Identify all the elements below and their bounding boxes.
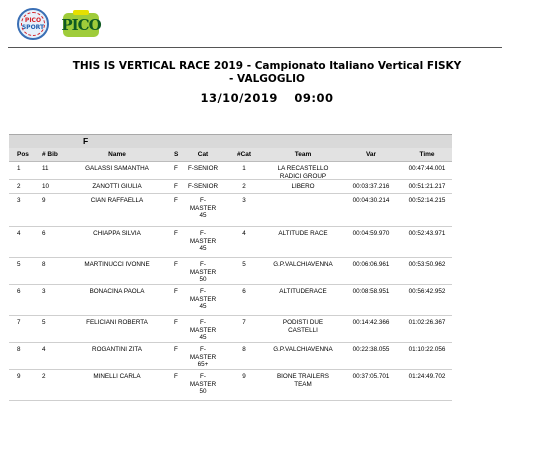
table-row bbox=[9, 285, 452, 316]
name-cell: BONACINA PAOLA bbox=[89, 288, 145, 295]
team-cell-line: RADICI GROUP bbox=[279, 172, 327, 180]
category-rank-cell: 4 bbox=[242, 230, 246, 237]
sex-cell: F bbox=[174, 183, 178, 190]
header-name: Name bbox=[108, 151, 126, 158]
category-cell bbox=[183, 373, 223, 396]
bib-cell: 9 bbox=[42, 197, 46, 204]
team-cell-line: ALTITUDERACE bbox=[279, 288, 327, 295]
table-row bbox=[9, 180, 452, 194]
gap-cell: 00:22:38.055 bbox=[352, 346, 390, 353]
category-rank-cell: 6 bbox=[242, 288, 246, 295]
category-rank-cell: 2 bbox=[242, 183, 246, 190]
header-divider bbox=[8, 47, 502, 48]
team-cell bbox=[263, 288, 343, 296]
team-cell bbox=[263, 261, 343, 269]
column-headers bbox=[9, 148, 452, 162]
race-location: - VALGOGLIO bbox=[229, 73, 305, 85]
table-row bbox=[9, 227, 452, 258]
category-cell-line: F- bbox=[200, 261, 206, 268]
bib-cell: 6 bbox=[42, 230, 46, 237]
sex-cell: F bbox=[174, 319, 178, 326]
team-cell-line: LA RECASTELLO bbox=[277, 165, 329, 172]
category-cell bbox=[183, 165, 223, 173]
category-cell-line: F- bbox=[200, 230, 206, 237]
time-cell: 01:02:26.367 bbox=[408, 319, 446, 326]
category-cell-line: F- bbox=[200, 197, 206, 204]
team-cell-line: G.P.VALCHIAVENNA bbox=[273, 261, 333, 268]
team-cell bbox=[263, 373, 343, 388]
brand-logo-text: PICO bbox=[61, 16, 101, 34]
category-cell bbox=[183, 346, 223, 369]
time-cell: 00:47:44.001 bbox=[408, 165, 446, 172]
category-cell-line: 45 bbox=[199, 303, 207, 310]
sex-cell: F bbox=[174, 197, 178, 204]
results-table bbox=[9, 134, 452, 401]
team-cell-line: CASTELLI bbox=[288, 326, 318, 334]
table-row bbox=[9, 194, 452, 227]
category-cell-line: 45 bbox=[199, 212, 207, 219]
time-cell: 00:53:50.962 bbox=[408, 261, 446, 268]
category-cell-line: MASTER bbox=[189, 380, 217, 388]
pos-cell: 8 bbox=[17, 346, 21, 353]
gap-cell: 00:37:05.701 bbox=[352, 373, 390, 380]
bib-cell: 10 bbox=[42, 183, 50, 190]
team-cell bbox=[263, 183, 343, 191]
brand-logo-accent bbox=[73, 10, 89, 15]
category-cell-line: 65+ bbox=[197, 361, 209, 368]
header-pos: Pos bbox=[17, 151, 29, 158]
category-label: F bbox=[83, 136, 89, 146]
name-cell: CHIAPPA SILVIA bbox=[93, 230, 141, 237]
time-cell: 00:56:42.952 bbox=[408, 288, 446, 295]
category-cell-line: MASTER bbox=[189, 268, 217, 276]
time-cell: 01:24:49.702 bbox=[408, 373, 446, 380]
time-cell: 01:10:22.056 bbox=[408, 346, 446, 353]
time-cell: 00:52:43.971 bbox=[408, 230, 446, 237]
category-cell-line: MASTER bbox=[189, 326, 217, 334]
sex-cell: F bbox=[174, 288, 178, 295]
category-cell-line: F- bbox=[200, 319, 206, 326]
gap-cell: 00:08:58.951 bbox=[352, 288, 390, 295]
bib-cell: 8 bbox=[42, 261, 46, 268]
category-rank-cell: 5 bbox=[242, 261, 246, 268]
pico-sport-logo bbox=[17, 8, 49, 40]
sex-cell: F bbox=[174, 230, 178, 237]
pos-cell: 9 bbox=[17, 373, 21, 380]
team-cell-line: PODISTI DUE bbox=[282, 319, 324, 326]
name-cell: ROGANTINI ZITA bbox=[92, 346, 142, 353]
pos-cell: 5 bbox=[17, 261, 21, 268]
header-category: Cat bbox=[197, 151, 209, 158]
pos-cell: 3 bbox=[17, 197, 21, 204]
header-sex: S bbox=[174, 151, 179, 158]
bib-cell: 11 bbox=[42, 165, 49, 172]
bib-cell: 5 bbox=[42, 319, 46, 326]
category-rank-cell: 7 bbox=[242, 319, 246, 326]
category-cell bbox=[183, 230, 223, 253]
gap-cell: 00:04:30.214 bbox=[352, 197, 390, 204]
category-rank-cell: 1 bbox=[242, 165, 246, 172]
category-cell-line: 50 bbox=[199, 276, 207, 283]
pos-cell: 1 bbox=[17, 165, 21, 172]
bib-cell: 4 bbox=[42, 346, 46, 353]
category-cell-line: F- bbox=[200, 288, 206, 295]
team-cell-line: LIBERO bbox=[291, 183, 315, 190]
name-cell: FELICIANI ROBERTA bbox=[86, 319, 148, 326]
category-cell-line: F- bbox=[200, 373, 206, 380]
time-cell: 00:52:14.215 bbox=[408, 197, 446, 204]
logo-ring bbox=[21, 12, 45, 36]
category-cell-line: MASTER bbox=[189, 353, 217, 361]
team-cell-line: G.P.VALCHIAVENNA bbox=[273, 346, 333, 353]
category-cell bbox=[183, 319, 223, 342]
category-cell-line: MASTER bbox=[189, 204, 217, 212]
pos-cell: 4 bbox=[17, 230, 21, 237]
header-category-rank: #Cat bbox=[236, 151, 252, 158]
brand-logo bbox=[63, 13, 99, 37]
pos-cell: 2 bbox=[17, 183, 21, 190]
team-cell-line: BIONE TRAILERS bbox=[276, 373, 330, 380]
category-cell bbox=[183, 261, 223, 284]
table-body bbox=[9, 162, 452, 401]
table-row bbox=[9, 343, 452, 370]
category-cell bbox=[183, 183, 223, 191]
category-cell-line: 50 bbox=[199, 388, 207, 395]
pos-cell: 6 bbox=[17, 288, 21, 295]
category-cell-line: F- bbox=[200, 346, 206, 353]
table-row bbox=[9, 316, 452, 343]
category-cell-line: 45 bbox=[199, 245, 207, 252]
race-date: 13/10/2019 bbox=[200, 91, 278, 105]
race-time: 09:00 bbox=[294, 91, 334, 105]
name-cell: MINELLI CARLA bbox=[93, 373, 141, 380]
logo-text-line2: SPORT bbox=[21, 24, 45, 31]
gap-cell: 00:06:06.961 bbox=[352, 261, 390, 268]
pos-cell: 7 bbox=[17, 319, 21, 326]
bib-cell: 2 bbox=[42, 373, 46, 380]
category-cell-line: F-SENIOR bbox=[187, 165, 219, 172]
race-title: THIS IS VERTICAL RACE 2019 - Campionato Italiano Vertical FISKY bbox=[72, 60, 462, 72]
logo-text-line1: PICO bbox=[24, 17, 42, 24]
team-cell bbox=[263, 319, 343, 334]
category-cell bbox=[183, 197, 223, 220]
category-rank-cell: 8 bbox=[242, 346, 246, 353]
sex-cell: F bbox=[174, 373, 178, 380]
team-cell-line: ALTITUDE RACE bbox=[278, 230, 328, 237]
bib-cell: 3 bbox=[42, 288, 46, 295]
header-gap: Var bbox=[365, 151, 377, 158]
category-cell-line: MASTER bbox=[189, 237, 217, 245]
time-cell: 00:51:21.217 bbox=[408, 183, 446, 190]
category-cell-line: F-SENIOR bbox=[187, 183, 219, 190]
category-cell-line: MASTER bbox=[189, 295, 217, 303]
header-team: Team bbox=[294, 151, 312, 158]
team-cell bbox=[263, 230, 343, 238]
table-row bbox=[9, 162, 452, 180]
name-cell: ZANOTTI GIULIA bbox=[92, 183, 142, 190]
sex-cell: F bbox=[174, 261, 178, 268]
category-band bbox=[9, 134, 452, 148]
table-row bbox=[9, 370, 452, 401]
team-cell bbox=[263, 165, 343, 180]
name-cell: GALASSI SAMANTHA bbox=[85, 165, 149, 172]
gap-cell: 00:03:37.216 bbox=[352, 183, 390, 190]
category-rank-cell: 9 bbox=[242, 373, 246, 380]
table-row bbox=[9, 258, 452, 285]
category-cell bbox=[183, 288, 223, 311]
team-cell bbox=[263, 346, 343, 354]
category-rank-cell: 3 bbox=[242, 197, 246, 204]
name-cell: CIAN RAFFAELLA bbox=[90, 197, 144, 204]
sex-cell: F bbox=[174, 346, 178, 353]
header-bib: # Bib bbox=[42, 151, 58, 158]
gap-cell: 00:14:42.366 bbox=[352, 319, 390, 326]
race-datetime bbox=[0, 91, 534, 105]
gap-cell: 00:04:59.970 bbox=[352, 230, 390, 237]
sex-cell: F bbox=[174, 165, 178, 172]
team-cell-line: TEAM bbox=[294, 380, 312, 388]
category-cell-line: 45 bbox=[199, 334, 207, 341]
name-cell: MARTINUCCI IVONNE bbox=[84, 261, 150, 268]
header-time: Time bbox=[419, 151, 435, 158]
